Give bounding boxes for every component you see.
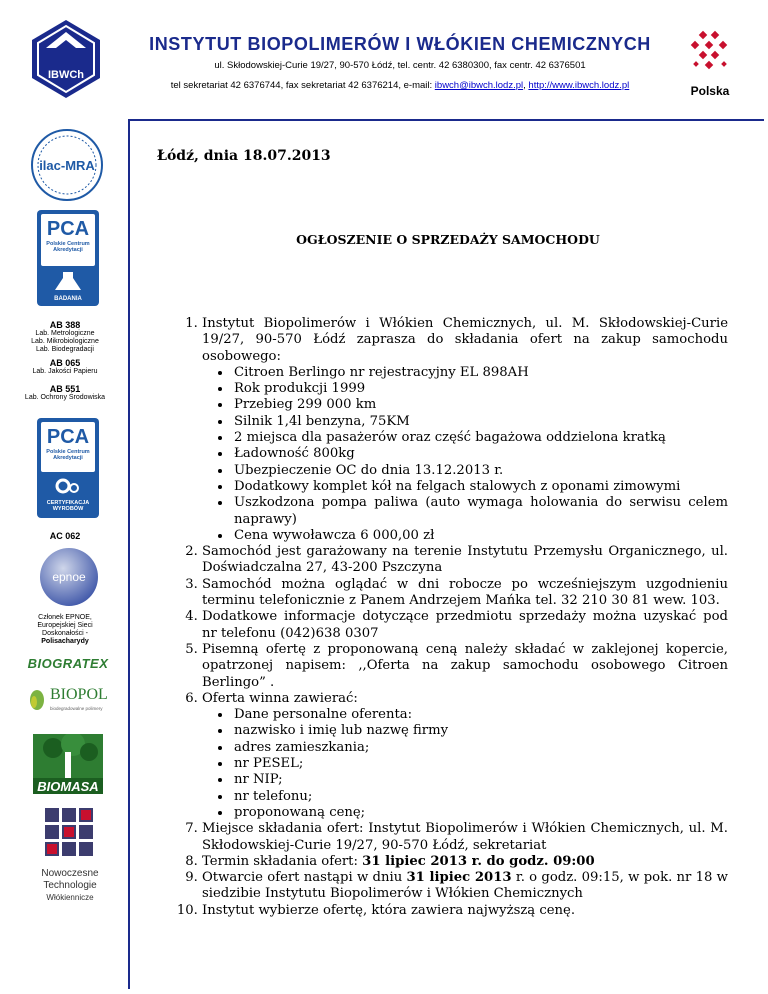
list-item [202, 316, 728, 544]
biopol-name: BIOPOL [50, 686, 108, 703]
car-details-list [202, 365, 728, 544]
car-detail: • Uszkodzona pompa paliwa (auto wymaga holowania do serwisu celem naprawy) [232, 495, 728, 528]
ilac-text: ilac-MRA [39, 158, 95, 173]
ab065-code: AB 065 [49, 358, 81, 368]
pca-badge: BADANIA [54, 296, 82, 302]
list-item [202, 854, 728, 870]
ab388-lab: Lab. Mikrobiologiczne [31, 338, 99, 345]
document-date: Łódź, dnia 18.07.2013 [157, 148, 331, 164]
ibwch-logo-text: IBWCh [47, 69, 85, 81]
car-detail: • Citroen Berlingo nr rejestracyjny EL 898AH [232, 365, 728, 381]
ab388-lab: Lab. Biodegradacji [36, 346, 94, 353]
institute-name: INSTYTUT BIOPOLIMERÓW I WŁÓKIEN CHEMICZNYCH [149, 34, 651, 54]
pca-line2: Akredytacji [53, 247, 83, 253]
ac062-block [15, 531, 115, 541]
epnoe-line: Europejskiej Sieci [37, 622, 93, 629]
contact-prefix: tel sekretariat 42 6376744, fax sekretariat 42 6376214, e-mail: [170, 80, 433, 91]
offer-content: • nazwisko i imię lub nazwę firmy [232, 723, 728, 739]
flask-icon [37, 270, 99, 292]
ab551-lab: Lab. Ochrony Środowiska [24, 394, 106, 401]
address-line: ul. Skłodowskiej-Curie 19/27, 90-570 Łódź, tel. centr. 42 6380300, fax centr. 42 6376501 [214, 60, 586, 71]
pca-brand: PCA [46, 218, 90, 240]
list-item: 4. Dodatkowe informacje dotyczące przedmiotu sprzedaży można uzyskać pod nr telefonu (042)638 0307 [202, 609, 728, 642]
car-detail: • Ubezpieczenie OC do dnia 13.12.2013 r. [232, 463, 728, 479]
pca-badge1: CERTYFIKACJA [46, 500, 90, 506]
offer-content: • adres zamieszkania; [232, 740, 728, 756]
offer-content: • nr NIP; [232, 772, 728, 788]
offer-contents-list [202, 707, 728, 821]
nt-logo [45, 808, 93, 866]
ab388-code: AB 388 [49, 320, 81, 330]
deadline-date: 31 lipiec 2013 r. do godz. 09:00 [362, 853, 595, 869]
contact-line [120, 80, 680, 91]
document-heading: OGŁOSZENIE O SPRZEDAŻY SAMOCHODU [296, 232, 600, 247]
list-item: 7. Miejsce składania ofert: Instytut Biopolimerów i Włókien Chemicznych, ul. M. Skłodowskiej-Curie 19/27, 90-570 Łódź, sekretariat [202, 821, 728, 854]
document-body [162, 316, 728, 919]
biomasa-logo [33, 734, 103, 794]
car-detail: • Dodatkowy komplet kół na felgach stalowych z oponami zimowymi [232, 479, 728, 495]
car-detail: • Cena wywoławcza 6 000,00 zł [232, 528, 728, 544]
car-detail: • Silnik 1,4l benzyna, 75KM [232, 414, 728, 430]
pca-certyfikacja-logo [37, 418, 99, 518]
list-item: 3. Samochód można oglądać w dni robocze po wcześniejszym uzgodnieniu terminu telefonicznie z Panem Andrzejem Mańka tel. 32 210 30 81 wew. 103. [202, 577, 728, 610]
biogratex-logo: BIOGRATEX [27, 656, 109, 671]
offer-content: • proponowaną cenę; [232, 805, 728, 821]
item-text: Oferta winna zawierać: [202, 690, 358, 706]
epnoe-line: Członek EPNOE, [38, 614, 92, 621]
ab065-lab: Lab. Jakości Papieru [32, 368, 98, 375]
offer-content: • nr telefonu; [232, 789, 728, 805]
header-divider [128, 119, 764, 121]
opening-prefix: Otwarcie ofert nastąpi w dniu [202, 870, 403, 886]
list-item [202, 870, 728, 903]
announcement-list [162, 316, 728, 919]
epnoe-line: Doskonałości - [42, 630, 88, 637]
polska-logo [680, 30, 740, 96]
pca-badania-logo [37, 210, 99, 306]
nt-line: Włókiennicze [46, 893, 94, 902]
epnoe-text [15, 614, 115, 646]
biopol-logo [26, 684, 122, 718]
deadline-prefix: Termin składania ofert: [202, 853, 358, 869]
pca-badge2: WYROBÓW [52, 506, 84, 512]
list-item [202, 691, 728, 821]
opening-suffix: r. o godz. 09:15, w pok. nr 18 w siedzibie Instytutu Biopolimerów i Włókien Chemicznych [202, 870, 728, 902]
ac062-code: AC 062 [49, 531, 81, 541]
pca-line1: Polskie Centrum [46, 241, 90, 247]
polska-text: Polska [690, 84, 730, 98]
pca-brand: PCA [46, 426, 90, 448]
car-detail: • Ładowność 800kg [232, 446, 728, 462]
car-detail: • 2 miejsca dla pasażerów oraz część bagażowa oddzielona kratką [232, 430, 728, 446]
pca-line1: Polskie Centrum [46, 449, 90, 455]
ab065-block [15, 358, 115, 376]
gears-icon [37, 476, 99, 496]
ilac-mra-logo [30, 128, 104, 202]
biomasa-text: BIOMASA [37, 779, 99, 794]
list-item: 2. Samochód jest garażowany na terenie Instytutu Przemysłu Organicznego, ul. Doświadczalna 27, 43-200 Pszczyna [202, 544, 728, 577]
ab551-block [15, 384, 115, 402]
biopol-sub: biodegradowalne polimery [50, 706, 103, 711]
nt-text [28, 868, 112, 904]
car-detail: • Przebieg 299 000 km [232, 397, 728, 413]
email-link[interactable]: ibwch@ibwch.lodz.pl [434, 80, 524, 91]
item-text: Instytut Biopolimerów i Włókien Chemicznych, ul. M. Skłodowskiej-Curie 19/27, 90-570 Łódź zaprasza do składania ofert na zakup samochodu osobowego: [202, 316, 728, 364]
offer-content: • nr PESEL; [232, 756, 728, 772]
pca-line2: Akredytacji [53, 455, 83, 461]
ab388-lab: Lab. Metrologiczne [35, 330, 95, 337]
list-item: 10. Instytut wybierze ofertę, która zawiera najwyższą cenę. [202, 903, 728, 919]
epnoe-bold: Polisacharydy [41, 638, 89, 645]
nt-line: Nowoczesne [41, 868, 99, 879]
sidebar-divider [128, 119, 130, 989]
ab551-code: AB 551 [49, 384, 81, 394]
ab388-block [15, 320, 115, 354]
offer-content: • Dane personalne oferenta: [232, 707, 728, 723]
website-link[interactable]: http://www.ibwch.lodz.pl [528, 80, 630, 91]
ibwch-logo [30, 18, 102, 100]
epnoe-logo [38, 546, 100, 608]
opening-date: 31 lipiec 2013 [406, 870, 512, 886]
epnoe-logo-text: epnoe [52, 570, 86, 584]
leaf-icon [26, 688, 48, 712]
contact-separator: , [523, 80, 526, 91]
list-item: 5. Pisemną ofertę z proponowaną ceną należy składać w zaklejonej kopercie, opatrzonej napisem: ,,Oferta na zakup samochodu osobowego Citroen Berlingo” . [202, 642, 728, 691]
nt-line: Technologie [43, 880, 97, 891]
car-detail: • Rok produkcji 1999 [232, 381, 728, 397]
